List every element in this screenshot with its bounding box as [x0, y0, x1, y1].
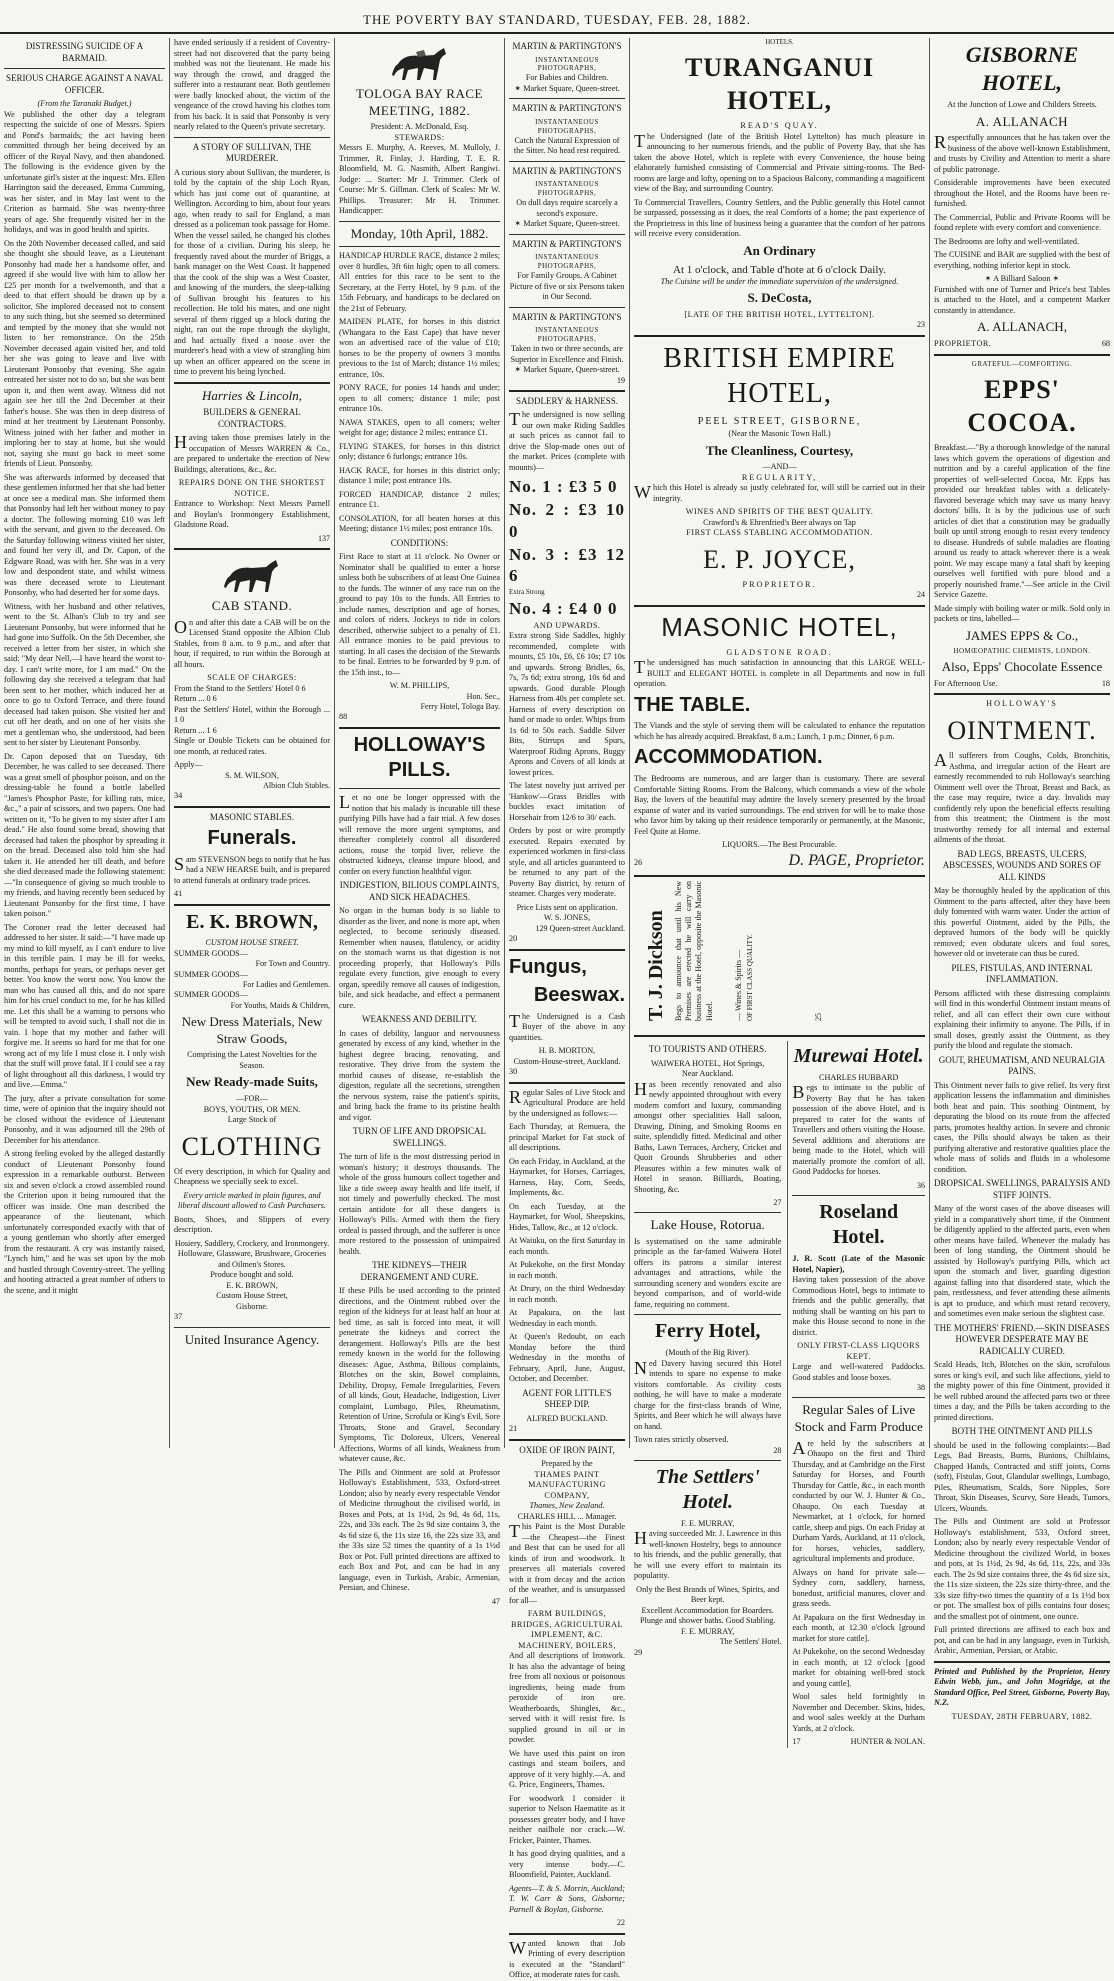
ointment-head: BOTH THE OINTMENT AND PILLS	[951, 1426, 1093, 1437]
headline-sullivan: A STORY OF SULLIVAN, THE MURDERER.	[192, 141, 312, 164]
ad-scale: SCALE OF CHARGES:	[207, 673, 297, 683]
article-paragraph: The Coroner read the letter deceased had addressed to her sister. It said:—"I have made up my mind to kill myself, as I can't endure to live in this terrible pain. I may be ill for weeks, months, perhaps for years, or perhaps never get better. You know the worst now. You know the man who has caused all this, and do not spare him for his cruel conduct to me, for he has killed me. Let this shall be a warning to persons who will be tempted to avoid such, I shall not die in vain. I hope that my mother and father will forgive me. It seems so hard for me that for one wrong act of my life I must close it. I only wish that the stuff will prove fatal. If I could see a ray of light throughout all this darkness, I would try and live.—Emma."	[4, 922, 165, 1090]
epps-afternoon: For Afternoon Use.	[934, 678, 998, 688]
ad-head-funerals: Funerals.	[207, 827, 297, 850]
ointment-body: Full printed directions are affixed to each box and pot, and can be had in any language, even in Turkish, Arabic, Armenian, Persian, or Arabic.	[934, 1625, 1110, 1656]
ad-comprising: Comprising the Latest Novelties for the Season.	[187, 1050, 317, 1070]
regular-sales-title: Regular Sales of Live Stock and Farm Produce	[794, 1402, 923, 1434]
photo-ad-line: For Babies and Children.	[525, 73, 609, 83]
saddle-price-4: No. 4 : £4 0 0	[509, 599, 618, 619]
ad-signature: E. K. BROWN,	[226, 1280, 278, 1290]
article-source: (From the Taranaki Budget.)	[37, 99, 132, 109]
ad-number: 27	[773, 1198, 782, 1208]
gisborne-body: Considerable improvements have been executed throughout the Hotel, and the Rooms have been re-furnished.	[934, 178, 1110, 209]
ad-number: 28	[773, 1445, 782, 1455]
race-president: President: A. McDonald, Esq.	[370, 122, 469, 132]
job-printing: Wanted known that Job Printing of every description is executed at the "Standard" Office, at moderate rates for cash.	[509, 1937, 625, 1980]
holloway-pre: HOLLOWAY'S	[986, 699, 1058, 709]
british-empire-wines: WINES AND SPIRITS OF THE BEST QUALITY.	[685, 507, 874, 517]
pills-body: In cases of debility, languor and nervousness generated by excess of any kind, whether in the highest degree bracing, renovating, and restorative. They drive from the system the morbid causes of disease, re-establish the digestion, regulate all the secretions, strengthen the nervous system, raise the patient's spirits, and bring back the frame to its pristine health and vigor.	[339, 1028, 500, 1122]
race-stewards-head: STEWARDS:	[394, 132, 445, 142]
gisborne-body: The Bedrooms are lofty and well-ventilated.	[934, 236, 1080, 246]
ointment-title: OINTMENT.	[947, 715, 1097, 745]
photo-ad-inst: INSTANTANEOUS PHOTOGRAPHS,	[535, 326, 599, 344]
settlers-accommodation: Excellent Accommodation for Boarders.	[641, 1605, 774, 1615]
ad-holloware: Holloware, Glassware, Brushware, Groceries and Oilmen's Stores.	[177, 1249, 327, 1269]
agent-signature: ALFRED BUCKLAND.	[526, 1413, 608, 1423]
turanganui-body: To Commercial Travellers, Country Settlers, and the Public generally this Hotel cannot be surpassed, possessing as it does, the real Comforts of a home; the past experience of the Proprietress in this line of business being a guarantee that the comfort of her patrons will receive every consideration.	[634, 197, 925, 239]
ad-title-harries: Harries & Lincoln,	[201, 387, 303, 403]
ointment-body: Many of the worst cases of the above diseases will yield in a comparatively short time, if the Ointment be diligently applied to the affected parts, even when other means have failed. Whenever the malady has been of long standing, the Ointment should be assisted by Holloway's purifying Pills, which act upon the stomach and liver, guarding digestion against falling into that disordered state, which the pain, restlessness, and fever attending these ailments is apt to produce, and which must retard recovery, and sometimes even make serious the slightest case.	[934, 1204, 1110, 1319]
race-event: HACK RACE, for horses in this district only; distance 1 mile; post entrance 10s.	[339, 465, 500, 486]
ferry-hotel-title: Ferry Hotel,	[654, 1320, 761, 1343]
regular-sales-body: At Papakura on the first Wednesday in each month, at 12.30 o'clock [ground market for store cattle].	[792, 1612, 925, 1643]
turanganui-late: [LATE OF THE BRITISH HOTEL, LYTTELTON].	[684, 309, 875, 319]
sales-item: On each Tuesday, at the Haymarket, for Wool, Sheepskins, Hides, Tallow, &c., at 12 o'clock.	[509, 1201, 625, 1232]
settlers-signature: F. E. MURRAY,	[681, 1518, 735, 1528]
ad-marked: Every article marked in plain figures, and liberal discount allowed to Cash Purchasers.	[178, 1190, 326, 1211]
photo-ad-title: MARTIN & PARTINGTON'S	[512, 238, 622, 249]
dickson-ad	[634, 881, 925, 1031]
regular-sales-body: Are held by the subscribers at Ohaupo on the first and Third Thursday, and at Cambridge on the First Saturday for Horses, and Fourth Thursday for Cattle, &c., in each month conducted by our W. J. Hunter & Co., Ohaupo. On each Tuesday at Newmarket, at 1 o'clock, for horned cattle, sheep and pigs. On each Friday at Durham Yards, Auckland, at 11 o'clock, for horses, vehicles, saddlery, agricultural implements and produce.	[792, 1437, 925, 1564]
ad-number: 17	[792, 1737, 801, 1747]
photo-ad-line: On dull days require scarcely a second's exposure.	[516, 198, 618, 218]
settlers-baths: Plunge and shower baths. Good Stabling.	[640, 1616, 776, 1626]
pills-head: THE KIDNEYS—THEIR DERANGEMENT AND CURE.	[360, 1260, 479, 1282]
masonic-table: The Viands and the style of serving them will be calculated to enhance the reputation which he has already acquired. Breakfast, 8 a.m.; Lunch, 1 p.m.; Dinner, 6 p.m.	[634, 721, 925, 741]
ointment-body: May be thoroughly healed by the application of this Ointment to the parts affected, after they have been duly fomented with warm water. Under the action of this powerful Ointment, aided by the Pills, the depraved humors of the body will be quickly removed; even obdurate ulcers and foul sores, however old or inveterate can thus be cured.	[934, 886, 1110, 959]
race-conditions-head: CONDITIONS:	[390, 537, 449, 548]
oxide-testimonial: For woodwork I consider it superior to Nelson Haematite as it possesses greater body, and I have neither nailhole nor crack.—W. Fricker, Painter, Thames.	[509, 1793, 625, 1845]
ad-number: 25	[814, 1013, 823, 1022]
ad-number: 18	[1101, 678, 1110, 688]
british-empire-sub: PEEL STREET, GISBORNE,	[697, 416, 862, 428]
ad-number: 34	[174, 791, 183, 801]
ferry-hotel-sub: (Mouth of the Big River).	[665, 1348, 750, 1358]
headline-suicide: DISTRESSING SUICIDE OF A BARMAID.	[25, 41, 144, 63]
ad-hosiery: Hosiery, Saddlery, Crockery, and Ironmongery.	[174, 1238, 330, 1248]
imprint: Printed and Published by the Proprietor, Henry Edwin Webb, jun., and John Mogridge, at the Standard Office, Peel Street, Gisborne, Poverty Bay, N.Z.	[934, 1666, 1110, 1708]
fungus-body: The Undersigned is a Cash Buyer of the above in any quantities.	[509, 1010, 625, 1042]
ad-title-cab: CAB STAND.	[211, 597, 293, 613]
ad-number: 23	[917, 320, 925, 330]
photo-ad-studio: ✶ Market Square, Queen-street.	[514, 219, 620, 229]
sheep-dip-agent: AGENT FOR LITTLE'S SHEEP DIP.	[522, 1387, 612, 1410]
ad-sub-brown: CUSTOM HOUSE STREET.	[205, 938, 299, 948]
column-4	[505, 38, 630, 1980]
race-signature: W. M. PHILLIPS,	[389, 681, 450, 691]
ad-line: SUMMER GOODS—	[174, 948, 248, 958]
sales-item: At Drury, on the third Wednesday in each month.	[509, 1284, 625, 1304]
oxide-prepared: Prepared by the	[541, 1459, 593, 1469]
ad-ready-made: New Ready-made Suits,	[186, 1074, 318, 1090]
ad-body: Of every description, in which for Quality and Cheapness we specially seek to excel.	[174, 1166, 330, 1187]
ad-number: 24	[917, 590, 925, 600]
race-event: FLYING STAKES, for horses in this district only; distance 6 furlongs; entrance 10s.	[339, 441, 500, 462]
pills-head: TURN OF LIFE AND DROPSICAL SWELLINGS.	[352, 1126, 486, 1148]
ad-address: Gisborne.	[235, 1301, 269, 1311]
article-paragraph: The jury, after a private consultation for some time, were of opinion that the inquiry should not be closed without the evidence of Lieutenant Ponsonby, and it was adjourned till the 29th of December for his attendance.	[4, 1093, 165, 1145]
oxide-location: Thames, New Zealand.	[529, 1501, 605, 1511]
race-event: MAIDEN PLATE, for horses in this district (Whangara to the East Cape) that have never won an advertised race of the value of £10; horses to be the property of owners 3 months previous to the 1st of March; distance 1½ miles; entrance, 10s.	[339, 317, 500, 379]
charge-row: Return ... 1 6	[174, 725, 217, 735]
ad-new-dress: New Dress Materials, New Straw Goods,	[181, 1014, 323, 1046]
epps-body: Made simply with boiling water or milk. Sold only in packets or tins, labelled—	[934, 603, 1110, 624]
ointment-body: should be used in the following complaints:—Bad Legs, Bad Breasts, Burns, Bunions, Chilblains, Chapped Hands, Contracted and stiff joints, Corns (soft), Fistulas, Gout, Glandular swellings, Lumbago, Piles, Rheumatism, Scalds, Sore Nipples, Sore Throat, Skin Diseases, Scurvy, Sore Heads, Tumors, Ulcers, Wounds.	[934, 1440, 1110, 1513]
dickson-body: Begs to announce that until his New Premises are erected he will carry on business at the Hotel, opposite the Masonic Hotel.	[674, 881, 714, 1022]
roseland-paddocks: Large and well-watered Paddocks. Good stables and loose boxes.	[792, 1362, 925, 1382]
cab-horse-icon	[222, 554, 282, 594]
ad-number: 37	[174, 1312, 183, 1322]
oxide-body: And all descriptions of Ironwork. It has also the advantage of being free from all noxious or poisonous ingredients, being made from peroxide of iron ore. Weatherboards, Shingles, &c., served with it will resist fire. Is supplied ground in oil or in powder.	[509, 1651, 625, 1745]
ad-line: For Youths, Maids & Children,	[230, 1000, 330, 1010]
race-event: FORCED HANDICAP, distance 2 miles; entrance £1.	[339, 489, 500, 510]
ad-title-masonic-stables: MASONIC STABLES.	[209, 811, 295, 822]
sales-item: At Papakura, on the last Wednesday in each month.	[509, 1308, 625, 1328]
article-paragraph: A curious story about Sullivan, the murderer, is told by the captain of the ship Loch Ryan, which has just come out of quarantine, at Wellington. According to him, about four years ago, when ready to sail for England, a man dressed as a policeman took passage for Home. When the vessel sailed, he changed his clothes for those of a civilian. During his sleep, he frequently raved about the murder of Briggs, a bank manager on the West Coast. It happened that the cook of the ship was a West Coaster, and knowing of the murders, the sleep-talking of Sullivan brought his features to his recollection. He told his mates, and one night several of them rigged up a block during the night, ran out the rope through the skylight, and had actually fixed a noose over the murderer's head with a view of strangling him up when an officer appeared on the scene in time to prevent his being lynched.	[174, 167, 330, 377]
murewai-title: Murewai Hotel.	[793, 1045, 924, 1068]
saddlery-address: 129 Queen-street Auckland.	[535, 923, 625, 933]
saddlery-body: Orders by post or wire promptly executed. Repairs executed by experienced workmen in first-class style, and all articles guaranteed to be returned to any part of the Poverty Bay district, by return of steamer. Charges very moderate.	[509, 826, 625, 899]
waiwera-near: Near Auckland.	[681, 1069, 734, 1079]
photo-ad-studio: ✶ Market Square, Queen-street.	[514, 83, 620, 93]
regular-sales-signature: HUNTER & NOLAN.	[850, 1737, 925, 1747]
article-paragraph: We published the other day a telegram respecting the suicide of one of Messrs. Spiers and Pond's barmaids; the act having been committed through her being deceived by an officer of the Royal Navy, and then abandoned. The following is the evidence given by the unfortunate girl's sister at the inquest: Mrs. Ellen Harrington said the deceased, Emma Cumming, was her sister, and in May last went to the Criterion as barmaid. She was twenty-three years of age. She frequently visited her in the holidays, and was in good health and spirits.	[4, 109, 165, 235]
turanganui-signature: S. DeCosta,	[747, 290, 812, 306]
turanganui-cuisine: The Cuisine will be under the immediate supervision of the undersigned.	[660, 276, 899, 286]
ointment-body: Persons afflicted with these distressing complaints will find in this wonderful Ointment instant means of relief, and all can effect their own cure without explaining their infirmity to anyone. The Pills, if in small doses, greatly assist the Ointment, as they purify the blood and regulate the stomach.	[934, 988, 1110, 1051]
ointment-head: THE MOTHERS' FRIEND.—SKIN DISEASES HOWEVER DESPERATE MAY BE RADICALLY CURED.	[934, 1322, 1110, 1356]
fungus-title: Fungus,	[509, 955, 587, 978]
race-signature: Hon. Sec.,	[466, 691, 500, 701]
ad-line: SUMMER GOODS—	[174, 969, 248, 979]
british-empire-regularity: REGULARITY,	[741, 472, 818, 482]
dickson-quality: OF FIRST CLASS QUALITY.	[746, 934, 754, 1022]
masonic-accommodation: The Bedrooms are numerous, and are larger than is customary. There are several Comfortable Sitting Rooms. From the Balcony, which commands a view of the whole Bay, the lovers of the beautiful may admire the lovely scenery presented by the broad expanse of water and its varied surroundings. The end striven for will be to make those who favor him by taking up their residence temporarily or permanently, at the Masonic, Feel Quite at Home.	[634, 774, 925, 836]
regular-sales-body: Always on hand for private sale—Sydney corn, saddlery, harness, bonedust, artificial manures, clover and grass seeds.	[792, 1567, 925, 1609]
ad-body: Sam STEVENSON begs to notify that he has had a NEW HEARSE built, and is prepared to attend funerals at ordinary trade prices.	[174, 853, 330, 885]
ad-entrance: Entrance to Workshop: Next Messrs Parnell and Boylan's Ironmongery Establishment, Gladstone Road.	[174, 499, 330, 530]
turanganui-title: TURANGANUI HOTEL,	[684, 52, 875, 116]
pills-body: Let no one be longer oppressed with the notion that his malady is incurable till these purifying Pills have had a fair trial. A few doses will remove the more urgent symptoms, and thereafter completely control all disordered actions, rouse the torpid liver, relieve the obstructed kidneys, cleanse impure blood, and confer on every function healthful vigor.	[339, 792, 500, 876]
article-paragraph: have ended seriously if a resident of Coventry-street had not discovered that the party being mobbed was not the lieutenant. He made his way through the crowd, and dragged the sufferer into a restaurant near. Both gentlemen were badly knocked about, the victim of the vengeance of the crowd having his clothes torn from his back. It is said that Ponsonby is very nearly related to the Queen's private secretary.	[174, 38, 330, 131]
article-paragraph: Witness, with her husband and other relatives, went to the St. Alban's Club to try and see Lieutenant Ponsonby, but were informed that he had gone into Suffolk. On the 5th December, she received a letter from her sister, in which she said: "My dear Nell,—I have heard the worst to-day. I can't write more, for I am mad." On the following day she received a telegram that had been sent to her mother, which induced her at once to go to Oxford Terrace, and there found deceased had taken poison. She visited her and cut off her death, and on one of her visits she met a gentleman who, she understood, had been sent to her sister by Lieutenant Ponsonby.	[4, 601, 165, 748]
photo-ad-inst: INSTANTANEOUS PHOTOGRAPHS,	[535, 180, 599, 198]
ad-body: On and after this date a CAB will be on the Licensed Stand opposite the Albion Club Stables, from 8 a.m. to 9 p.m., and after that hour, if required, to run within the Borough at all hours.	[174, 616, 330, 669]
ad-repairs: REPAIRS DONE ON THE SHORTEST NOTICE.	[178, 478, 326, 498]
british-empire-proprietor: E. P. JOYCE,	[703, 544, 856, 574]
dickson-name: T. J. Dickson	[645, 910, 667, 1022]
gisborne-billiard: ✶ A Billiard Saloon ✶	[984, 274, 1060, 284]
lake-house-title: Lake House, Rotorua.	[650, 1217, 765, 1233]
waiwera-body: Has been recently renovated and also newly appointed throughout with every modern comfort and luxury, commanding amongst other specialities Hall saloon, Drawing, Dining, and Smoking Rooms en suite, splendidly fitted. Medicinal and other Baths, Lawn Terraces, Archery, Cricket and Quoit Grounds Shrubberies and other Pleasures within a few minutes walk of Hotel in season. Billiards, Boating, Shooting, &c.	[634, 1078, 782, 1194]
epps-body: Breakfast.—"By a thorough knowledge of the natural laws which govern the operations of digestion and nutrition and by a careful application of the fine properties of well-selected Cocoa, Mr. Epps has provided our breakfast tables with a delicately-flavored beverage which may save us many heavy doctors' bills. It is by the judicious use of such articles of diet that a constitution may be gradually built up until strong enough to resist every tendency to disease. Hundreds of subtle maladies are floating around us ready to attack wherever there is a weak point. We may escape many a fatal shaft by keeping ourselves well fortified with pure blood and a properly nourished frame."—See article in the Civil Service Gazette.	[934, 443, 1110, 600]
photo-ad-title: MARTIN & PARTINGTON'S	[512, 311, 622, 322]
british-empire-near: (Near the Masonic Town Hall.)	[728, 429, 831, 438]
settlers-brands: Only the Best Brands of Wines, Spirits, and Beer kept.	[636, 1584, 780, 1605]
roseland-body: Having taken possession of the above Commodious Hotel, begs to intimate to friends and the public generally, that nothing shall be wanting on his part to make this House second to none in the district.	[792, 1275, 925, 1337]
hotels-heading: HOTELS.	[765, 38, 794, 46]
masonic-hotel-sub: GLADSTONE ROAD.	[726, 647, 833, 657]
ad-note: Single or Double Tickets can be obtained for one month, at reduced rates.	[174, 736, 330, 756]
masthead	[0, 0, 1114, 34]
ointment-head: DROPSICAL SWELLINGS, PARALYSIS AND STIFF JOINTS.	[934, 1178, 1110, 1200]
gisborne-proprietor: PROPRIETOR.	[934, 339, 992, 349]
british-empire-beer: Crawford's & Ehrenfried's Beer always on Tap	[703, 517, 856, 527]
pills-body: No organ in the human body is so liable to disorder as the liver, and none is more apt, when neglected, to become seriously diseased. Remember when nausea, flatulency, or acidity on the stomach warns us that digestion is not proceeding properly, that Holloway's Pills regulate every function, give enough to every organ, speedily remove all causes of indigestion, bile, and sick headache, and effect a permanent cure.	[339, 906, 500, 1010]
race-conditions: First Race to start at 11 o'clock. No Owner or Nominator shall be qualified to enter a horse unless both be subscribers of at least One Guinea to the funds. The winner of any race run on the ground to pay 10s to the funds. All Entries to include names, description and age of horses, and colors of riders. Jockeys to ride in colors described, otherwise subject to a penalty of £1. All entrance monies to be paid previous to starting. In all cases the decision of the Stewards to be final. Entries to be forwarded by 9 p.m. of the 15th inst., to—	[339, 552, 500, 677]
holloways-pills-title: HOLLOWAY'S PILLS.	[353, 733, 486, 782]
settlers-address: The Settlers' Hotel.	[719, 1637, 782, 1647]
ad-number: 88	[339, 712, 348, 722]
oxide-agents: Agents—T. & S. Morrin, Auckland; T. W. Carr & Sons, Gisborne; Parnell & Boylan, Gisborne.	[509, 1883, 625, 1914]
masonic-table-head: THE TABLE.	[634, 693, 751, 716]
gisborne-body: The CUISINE and BAR are supplied with the best of everything, nothing inferior kept in stock.	[934, 250, 1110, 270]
british-empire-proprietor-label: PROPRIETOR.	[742, 579, 817, 589]
turanganui-sub: READ'S QUAY.	[740, 121, 819, 131]
masonic-hotel-title: MASONIC HOTEL,	[661, 611, 898, 642]
epps-chemists: HOMŒOPATHIC CHEMISTS, LONDON.	[953, 647, 1091, 656]
ointment-body: All sufferers from Coughs, Colds, Bronchitis, Asthma, and irregular action of the Heart are earnestly recommended to rub Holloway's searching Ointment well over the Throat, Breast and Back, as the case may require, twice a day. Invalids may confidently rely upon the beneficial effects resulting from this treatment; the Ointment is the most trustworthy remedy for all internal and external ailments of the throat.	[934, 750, 1110, 845]
british-empire-title: BRITISH EMPIRE HOTEL,	[663, 342, 896, 410]
british-empire-body: Which this Hotel is already so justly celebrated for, will still be carried out in their integrity.	[634, 482, 925, 503]
ad-large-stock: Large Stock of	[227, 1115, 277, 1125]
race-signature: Ferry Hotel, Tologa Bay.	[420, 702, 500, 712]
ad-number: 38	[917, 1383, 925, 1393]
british-empire-and: —AND—	[762, 462, 797, 472]
pills-head: INDIGESTION, BILIOUS COMPLAINTS, AND SICK HEADACHES.	[339, 880, 500, 902]
ad-number: 29	[634, 1647, 643, 1657]
ointment-body: This Ointment never fails to give relief. Its very first application lessens the inflammation and diminishes both heat and pain. This soothing Ointment, by depurating the blood on its route from the affected parts, promotes healthy action. In severe and chronic cases, the Pills should always be taken as their purifying alterative and restorative qualities place the whole mass of solids and fluids in a wholesome condition.	[934, 1080, 1110, 1174]
gisborne-signature: A. ALLANACH,	[977, 319, 1067, 335]
photo-ad-title: MARTIN & PARTINGTON'S	[512, 165, 622, 176]
ad-for: —FOR—	[235, 1094, 269, 1104]
saddlery-body: Extra strong Side Saddles, highly recommended, complete with mounts, £5 10s, £6, £6 10s; £7 10s and upwards. Strong Bridles, 6s, 7s, 7s 6d; extra strong, 10s 6d and upwards. Good durable Plough Harness from 40s per complete set. Harness of every description on hand or made to order. Whips from 1s 6d to 50s each. Saddle Silver Bits, Stirrups and Spurs, Waterproof Riding Aprons, Buggy Aprons and Covers of all kinds at lowest prices.	[509, 631, 625, 777]
column-2	[170, 38, 335, 1448]
race-event: PONY RACE, for ponies 14 hands and under; open to all comers; distance 1 mile; post entrance 10s.	[339, 383, 500, 414]
pills-body: The turn of life is the most distressing period in woman's history; it destroys thousands. The whole of the gross humours collect together and like a tide sweep away health and life itself, if not timely and powerfully checked. The most certain antidote for all these dangers is Holloway's Pills. Armed with them the fiery ordeal is passed through, and the sufferer is once more restored to the possession of unimpaired health.	[339, 1152, 500, 1256]
photo-ad-inst: INSTANTANEOUS PHOTOGRAPHS,	[535, 253, 599, 271]
ad-number: 21	[509, 1424, 518, 1434]
ointment-body: Scald Heads, Itch, Blotches on the skin, scrofulous sores or king's evil, and such like affections, yield to the mighty power of this fine Ointment, provided it be well rubbed around the affected parts two or three times a day, and the Pills be taken according to the printed directions.	[934, 1360, 1110, 1422]
dickson-wines: — Wines & Spirits —	[734, 949, 743, 1022]
ad-number: 68	[1101, 339, 1110, 349]
sales-item: At Pukekohe, on the first Monday in each month.	[509, 1260, 625, 1280]
ad-number: 47	[492, 1596, 500, 1606]
roseland-title: Roseland Hotel.	[819, 1200, 899, 1249]
ad-number: 19	[617, 375, 625, 385]
race-event: HANDICAP HURDLE RACE, distance 2 miles; over 8 hurdles, 3ft 6in high; open to all comers. All entries for this race to be sent to the Secretary, at the Ferry Hotel, by 9 p.m. of the 15th February, and handicaps to be declared on the 21st of February.	[339, 251, 500, 313]
ad-number: 30	[509, 1067, 518, 1077]
roseland-liquors: ONLY FIRST-CLASS LIQUORS KEPT.	[797, 1341, 921, 1361]
settlers-title: The Settlers' Hotel.	[655, 1465, 760, 1514]
pills-body: The Pills and Ointment are sold at Professor Holloway's Establishment, 533, Oxford-street London; also by nearly every respectable Vendor of Medicine throughout the civilised world, in Boxes and Pots, at 1s 1½d, 2s 9d, 4s 6d, 11s, 22s, and 33s each. The 2s 9d size contains 3, the 4s 6d size 6, the 11s size 16, the 22s size 33, and the 33s size 52 times the quantity of a 1s 1½d Box or Pot. Full printed directions are affixed to each Box and Pot, and can be had in any language, even in Turkish, Arabic, Armenian, Persian, and Chinese.	[339, 1467, 500, 1593]
oxide-list: FARM BUILDINGS, BRIDGES, AGRICULTURAL IMPLEMENT, &C. MACHINERY, BOILERS,	[510, 1609, 624, 1650]
oxide-testimonial: We have used this paint on iron castings and steam boilers, and approve of it very highly.—A. and G. Price, Engineers, Thames.	[509, 1748, 625, 1790]
sales-item: On each Friday, in Auckland, at the Haymarket, for Horses, Carriages, Harness, Hay, Corn, Seeds, Implements, &c.	[509, 1156, 625, 1198]
ad-sub-harries: BUILDERS & GENERAL CONTRACTORS.	[203, 407, 301, 429]
saddlery-price-list: Price Lists sent on application.	[516, 902, 618, 912]
photo-ad-line: For Family Groups. A Cabinet Picture of five or six Persons taken in Our Second.	[509, 271, 625, 302]
masonic-accommodation-head: ACCOMMODATION.	[634, 746, 823, 769]
ad-number: 20	[509, 934, 518, 944]
column-5	[630, 38, 930, 1747]
saddle-extra-strong: Extra Strong	[509, 588, 545, 597]
oxide-body: This Paint is the Most Durable—the Cheapest—the Finest and Best that can be used for all kinds of iron and woodwork. It preserves all materials covered with it from decay and the action of the weather, and is unsurpassed for all—	[509, 1521, 625, 1605]
ad-address: Albion Club Stables.	[263, 781, 330, 791]
racehorse-icon	[390, 42, 450, 82]
pills-head: WEAKNESS AND DEBILITY.	[361, 1014, 478, 1025]
sales-body: Regular Sales of Live Stock and Agricultural Produce are held by the undersigned as follows:—	[509, 1086, 625, 1118]
ad-produce: Produce bought and sold.	[210, 1270, 294, 1280]
race-date: Monday, 10th April, 1882.	[350, 225, 489, 241]
gisborne-hotel-sub: At the Junction of Lowe and Childers Streets.	[947, 100, 1097, 110]
gisborne-body: Furnished with one of Turner and Price's best Tables is attached to the Hotel, and a competent Marker constantly in attendance.	[934, 284, 1110, 315]
masonic-body: The undersigned has much satisfaction in announcing that this LARGE WELL-BUILT and ELEGANT HOTEL is complete in all Departments and now in full operation.	[634, 657, 925, 689]
ointment-body: The Pills and Ointment are sold at Professor Holloway's establishment, 533, Oxford street, London; also by nearly every respectable Vendor of Medicine throughout the civilized World, in boxes and pots, at 1s 1½d, 2s 9d, 4s 6d, 11s, 22s, and 33s each. The 2s 9d size contains three, the 4s 6d size six, the 11s size sixteen, the 22s size thirty-three, and the 33s size fifty-two times the quantity of a 1s 1½d box or pot. The smallest box of pills contains four doses; and the smallest pot of ointment, one ounce.	[934, 1517, 1110, 1621]
saddlery-body: The latest novelty just arrived per 'Hankow'—Grass Bridles with buckles exact imitation of Horsehair from 12/6 to 30/ each.	[509, 781, 625, 822]
ad-number: 22	[617, 1918, 625, 1928]
gisborne-signature: A. ALLANACH	[975, 113, 1069, 129]
settlers-signature: F. E. MURRAY,	[681, 1626, 735, 1636]
ad-boys: BOYS, YOUTHS, OR MEN.	[203, 1104, 301, 1114]
ointment-head: PILES, FISTULAS, AND INTERNAL INFLAMMATION.	[951, 962, 1093, 985]
photo-ad-title: MARTIN & PARTINGTON'S	[512, 103, 622, 114]
sales-item: At Waiuku, on the first Saturday in each month.	[509, 1236, 625, 1256]
gisborne-hotel-title: GISBORNE HOTEL,	[965, 42, 1079, 96]
masonic-liquors: LIQUORS.—The Best Procurable.	[722, 840, 837, 850]
saddle-price-2: No. 2 : £3 10 0	[509, 500, 625, 541]
article-paragraph: On the 20th November deceased called, and said she thought she should leave, as a Lieutenant Ponsonby had made her a handsome offer, and agreed if she would live with him to allow her £25 per month for a twelvemonth, and that a deed to that effect should be drawn up by a solicitor. She implored deceased not to consent to any such thing, but she seemed so determined and tempted by the money that she would not listen to her remonstrance. On the 25th November deceased again visited her, and told her she was going to leave and live with Lieutenant Ponsonby that evening. She again entreated her sister not to do so, but she was bent upon it, and then went away. Witness did not again see her till the 2nd December at their father's house. She was then in deep distress of mind at her treatment by Lieutenant Ponsonby. Witness joined with her father and mother in imploring her to stay at home, but she would not, saying she must go back to meet some friends of Lieut. Ponsonby.	[4, 238, 165, 469]
photo-ad-line: Taken in two or three seconds, are Superior in Excellence and Finish.	[510, 344, 624, 364]
charge-row: Past the Settlers' Hotel, within the Borough ... 1 0	[174, 704, 330, 725]
turanganui-body: The Undersigned (late of the British Hotel Lyttelton) has much pleasure in announcing to her numerous friends, and the public of Poverty Bay, that she has taken the above Hotel, which is replete with every Convenience, the house being elaborately furnished consisting of Commercial and Private sitting-rooms. The Bed-rooms are large and lofty, opening on to a Spacious Balcony, commanding a magnificent view of the Bay, and surrounding Country.	[634, 130, 925, 194]
ad-number: 36	[917, 1180, 925, 1190]
ad-line: SUMMER GOODS—	[174, 990, 248, 1000]
headline-charge: SERIOUS CHARGE AGAINST A NAVAL OFFICER.	[5, 73, 164, 95]
saddlery-title: SADDLERY & HARNESS.	[516, 395, 618, 406]
murewai-body: Begs to intimate to the public of Poverty Bay that he has taken possession of the above Hotel, and is prepared to cater for the wants of Travellers and others visiting the House. Several additions and alterations are being made to the Hotel, which will materially promote the comfort of all. Good Paddocks for horses.	[792, 1082, 925, 1177]
ad-line: For Ladies and Gentlemen.	[242, 980, 330, 990]
saddle-price-1: No. 1 : £3 5 0	[509, 477, 618, 497]
gisborne-body: The Commercial, Public and Private Rooms will be found replete with every comfort and convenience.	[934, 212, 1110, 233]
article-paragraph: She was afterwards informed by deceased that these gentlemen informed her that she had better at once see a medical man. She informed them that Ponsonby had left her without money to pay a doctor. The following morning £10 was left with the servant, and given to the deceased. On the Saturday following witness visited her sister, and found her very ill, and Dr. Capon, of the Edgware Road, was with her. She was in a very low and despondent state, and whilst witness was there deceased wrote to Lieutenant Ponsonby, who had deserted her for some days.	[4, 472, 165, 598]
photo-ad-title: MARTIN & PARTINGTON'S	[512, 41, 622, 51]
oxide-title: OXIDE OF IRON PAINT,	[519, 1444, 615, 1455]
tourists-head: TO TOURISTS AND OTHERS.	[648, 1044, 767, 1055]
ad-body: Having taken those premises lately in the occupation of Messrs WARREN & Co., are prepared to undertake the erection of New Buildings, alterations, &c., &c.	[174, 432, 330, 474]
ad-title-brown: E. K. BROWN,	[186, 910, 318, 933]
oxide-testimonial: It has good drying qualities, and a very intense body.—C. Bloomfield, Painter, Auckland.	[509, 1849, 625, 1880]
epps-title: EPPS' COCOA.	[967, 374, 1077, 437]
murewai-signature: CHARLES HUBBARD	[818, 1072, 899, 1082]
fungus-signature: H. B. MORTON,	[538, 1046, 596, 1056]
ad-number: 137	[318, 533, 330, 543]
ad-number: 41	[174, 889, 183, 899]
masonic-signature: D. PAGE, Proprietor.	[788, 851, 925, 869]
column-1	[0, 38, 170, 1448]
epps-pre: GRATEFUL—COMFORTING.	[971, 359, 1073, 368]
ad-address: Custom House Street,	[216, 1291, 288, 1301]
regular-sales-body: Wool sales held fortnightly in November and December. Skins, hides, and wool sales weekly at the Durham Yards, at 2 o'clock.	[792, 1692, 925, 1733]
british-empire-stabling: FIRST CLASS STABLING ACCOMMODATION.	[686, 528, 873, 538]
imprint-date: TUESDAY, 28TH FEBRUARY, 1882.	[951, 1711, 1093, 1721]
pills-body: If these Pills be used according to the printed directions, and the Ointment rubbed over the region of the kidneys for at least half an hour at bed time, as salt is forced into meat, it will penetrate the kidneys and correct the derangement. Holloway's Pills are the best remedy known in the world for the following diseases: Ague, Asthma, Bilious complaints, Blotches on the skin, Bowel complaints, Debility, Dropsy, Female Irregularities, Fevers of all kinds, Gout, Headache, Indigestion, Liver complaint, Lumbago, Piles, Rheumatism, Retention of Urine, Scrofula or King's Evil, Sore Throats, Stone and Gravel, Secondary Symptoms, Tic Doloreux, Ulcers, Venereal Affections, Worms of all kinds, Weakness from whatever cause, &c.	[339, 1286, 500, 1464]
photo-ad-line: Catch the Natural Expression of the Sitter. No head rest required.	[513, 135, 621, 156]
british-empire-clean: The Cleanliness, Courtesy,	[705, 442, 854, 458]
ad-clothing: CLOTHING	[181, 1131, 323, 1161]
article-paragraph: Dr. Capon deposed that on Tuesday, 6th December, he was called to see deceased. There was a great smell of phosphor poison, and on the dressing-table he found a bottle labelled "James's Phosphor Paste, for killing rats, mice, &c.," a pair of scissors, and two papers. One had written on it, "To be given to my sister after I am dead." He also found some bread, showing that deceased had taken the phosphor by spreading it on the bread. Deceased also told him she had taken it. He attended her till death, and before she died deceased made the following statement:—"In consequence of giving so much trouble to my friends, and having recently been seduced by Lieutenant Ponsonby for the first time, I have taken poison."	[4, 751, 165, 919]
race-stewards: Messrs E. Murphy, A. Reeves, M. Mulloly, J. Trimmer, R. Finlay, J. Harding, T. E. R. Bloomfield, M. G. Nasmith, Albert Rangiwi. Judge: ... Starter: Mr J. Trimmer. Clerk of Course: Mr S. Gillman. Clerk of Scales: Mr W. Phillips. Treasurer: Mr H. Trimmer. Handicapper:	[339, 143, 500, 216]
fungus-address: Custom-House-street, Auckland.	[513, 1056, 621, 1066]
gisborne-body: Respectfully announces that he has taken over the business of the above well-known Establishment, and trusts by Civility and Attention to merit a share of public patronage.	[934, 132, 1110, 174]
ad-body: Boots, Shoes, and Slippers of every description.	[174, 1214, 330, 1235]
epps-chocolate: Also, Epps' Chocolate Essence	[941, 659, 1103, 675]
charge-row: Return ... 0 6	[174, 694, 217, 704]
waiwera-title: WAIWERA HOTEL, Hot Springs,	[650, 1058, 765, 1068]
race-event: NAWA STAKES, open to all comers; welter weight for age; distance 2 miles; entrance £1.	[339, 417, 500, 438]
roseland-signature: J. R. Scott (Late of the Masonic Hotel, Napier),	[792, 1254, 925, 1274]
turanganui-ordinary: An Ordinary	[743, 242, 816, 258]
column-6	[930, 38, 1114, 1721]
sales-item: At Queen's Redoubt, on each Monday before the third Wednesday in the months of February, April, June, August, October, and December.	[509, 1332, 625, 1384]
regular-sales-body: At Pukekohe, on the second Wednesday in each month, at 12 o'clock [good market for obtaining well-bred stock and young cattle].	[792, 1647, 925, 1688]
ointment-head: BAD LEGS, BREASTS, ULCERS, ABSCESSES, WOUNDS AND SORES OF ALL KINDS	[942, 848, 1102, 882]
turanganui-times: At 1 o'clock, and Table d'hote at 6 o'clock Daily.	[673, 263, 886, 276]
race-title: TOLOGA BAY RACE MEETING, 1882.	[356, 86, 483, 118]
photo-ad-studio: ✶ Market Square, Queen-street.	[514, 365, 620, 375]
charge-row: From the Stand to the Settlers' Hotel 0 6	[174, 683, 306, 693]
article-paragraph: A strong feeling evoked by the alleged dastardly conduct of Lieutenant Ponsonby found expression in a remarkable outburst. Between six and seven o'clock a crowd assembled round the Criterion upon it being rumoured that the officer was inside. One man described the appearance of the lieutenant, which unfortunately corresponded exactly with that of a young gentleman who shortly after emerged from the restaurant. A cry was instantly raised, "Lynch him," and he was set upon by the mob and hustled through Coventry-street. The yelling and hooting attracted a great number of others to the scene, and it might	[4, 1149, 165, 1295]
ointment-head: GOUT, RHEUMATISM, AND NEURALGIA PAINS.	[938, 1054, 1106, 1077]
saddlery-body: The undersigned is now selling our own make Riding Saddles at such prices as cannot fail to drive the Slop-made ones out of the market. Prices (complete with mounts)—	[509, 409, 625, 472]
photo-ad-inst: INSTANTANEOUS PHOTOGRAPHS,	[535, 117, 599, 135]
oxide-manager: CHARLES HILL ... Manager.	[517, 1511, 617, 1521]
epps-signature: JAMES EPPS & Co.,	[965, 627, 1079, 643]
ad-line: For Town and Country.	[255, 959, 330, 969]
oxide-company: THAMES PAINT MANUFACTURING COMPANY,	[528, 1469, 606, 1500]
photo-ad-inst: INSTANTANEOUS PHOTOGRAPHS,	[535, 55, 599, 73]
masthead-title: THE POVERTY BAY STANDARD, TUESDAY, FEB. 28, 1882.	[363, 12, 751, 27]
ad-united-insurance: United Insurance Agency.	[184, 1331, 320, 1347]
ad-signature: S. M. WILSON,	[225, 770, 279, 780]
lake-house-body: Is systematised on the same admirable principle as the far-famed Waiwera Hotel offers its patrons a similar interest advantages and attractions, while the surrounding scenery and wonders excite are beyond comparison, and of world-wide fame, requiring no comment.	[634, 1236, 782, 1309]
ferry-body: Ned Davery having secured this Hotel intends to spare no expense to make visitors comfortable. As civility costs nothing, he will have to make a moderate charge for the first-class brands of Wine, Spirits, and Beer which he will always have on hand.	[634, 1357, 782, 1431]
beeswax-title: Beeswax.	[533, 984, 625, 1007]
race-event: CONSOLATION, for all beaten horses at this Meeting; distance 1½ miles; post entrance 10s.	[339, 513, 500, 534]
saddle-price-3: No. 3 : £3 12 6	[509, 544, 625, 586]
ferry-town: Town rates strictly observed.	[634, 1435, 729, 1445]
settlers-body: Having succeeded Mr. J. Lawrence in this well-known Hostelry, begs to announce to his friends, and the public generally, that he will use every effort to maintain its popularity.	[634, 1528, 782, 1581]
saddlery-signature: W. S. JONES,	[543, 913, 591, 923]
saddle-upwards: AND UPWARDS.	[533, 620, 601, 630]
sales-item: Each Thursday, at Remuera, the principal Market for Fat stock of all descriptions.	[509, 1122, 625, 1153]
column-3	[335, 38, 505, 1606]
ad-number: 26	[634, 857, 643, 867]
ad-apply: Apply—	[174, 760, 203, 770]
